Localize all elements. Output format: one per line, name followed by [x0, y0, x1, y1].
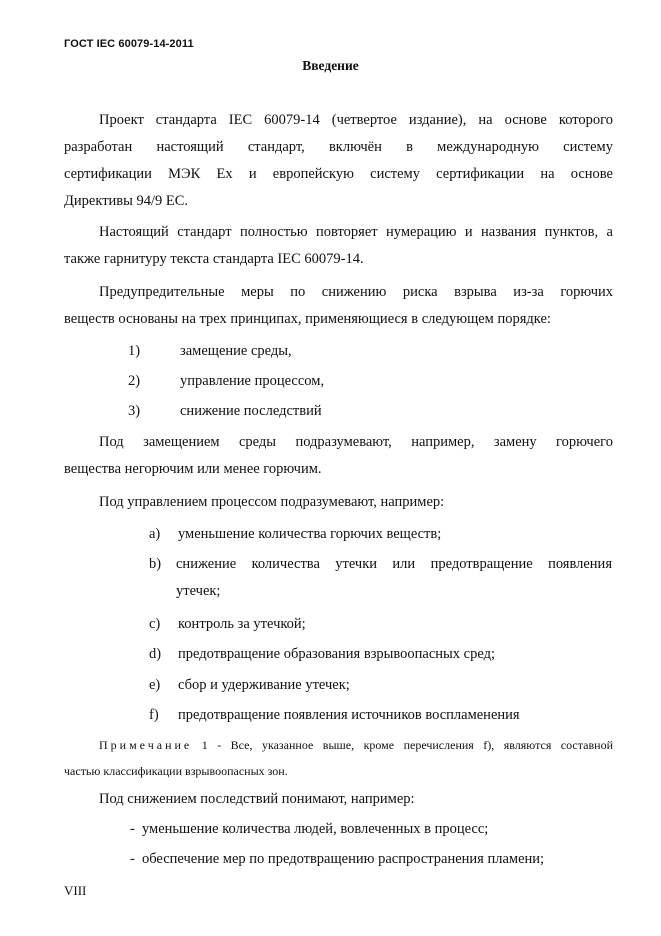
list-item: снижение последствий: [180, 403, 322, 419]
list-item-continuation: утечек;: [176, 583, 221, 599]
list-letter: e): [149, 677, 161, 693]
list-letter: f): [149, 707, 159, 723]
list-number: 2): [128, 373, 141, 389]
section-title: Введение: [302, 58, 359, 73]
text-line: сертификации МЭК Ex и европейскую систему сертификации на основе: [64, 166, 613, 182]
text-line: Под замещением среды подразумевают, например, замену горючего: [99, 434, 613, 450]
list-number: 3): [128, 403, 141, 419]
note-line: частью классификации взрывоопасных зон.: [64, 764, 288, 778]
paragraph-numbering: [64, 219, 613, 273]
paragraph-substitution: [64, 429, 613, 483]
list-item: уменьшение количества людей, вовлеченных в процесс;: [142, 821, 489, 837]
list-item: сбор и удерживание утечек;: [178, 677, 350, 693]
text-line: вещества негорючим или менее горючим.: [64, 461, 322, 477]
note-text: 1 - Все, указанное выше, кроме перечисления f), являются составной: [192, 738, 613, 752]
text-line: также гарнитуру текста стандарта IEC 60079-14.: [64, 251, 364, 267]
list-item: замещение среды,: [180, 343, 292, 359]
list-letter: c): [149, 616, 161, 632]
list-item: снижение количества утечки или предотвращение появления: [176, 556, 612, 572]
note-label: Примечание: [99, 738, 193, 752]
list-item: обеспечение мер по предотвращению распространения пламени;: [142, 851, 545, 867]
list-letter: d): [149, 646, 162, 662]
text-line: Предупредительные меры по снижению риска взрыва из-за горючих: [99, 284, 613, 300]
text-line: разработан настоящий стандарт, включён в международную систему: [64, 139, 613, 155]
list-item: контроль за утечкой;: [178, 616, 306, 632]
paragraph-process: Под управлением процессом подразумевают, например:: [99, 494, 445, 510]
list-item: предотвращение образования взрывоопасных сред;: [178, 646, 496, 662]
list-letter: а): [149, 526, 161, 542]
page-number: VIII: [64, 883, 87, 898]
paragraph-consequences: Под снижением последствий понимают, например:: [99, 791, 415, 807]
list-item: управление процессом,: [180, 373, 325, 389]
list-dash: -: [130, 821, 135, 837]
list-dash: -: [130, 851, 135, 867]
note-line: [64, 732, 613, 758]
text-line: веществ основаны на трех принципах, применяющиеся в следующем порядке:: [64, 311, 551, 327]
list-number: 1): [128, 343, 141, 359]
list-letter: b): [149, 556, 162, 572]
paragraph-principles: [64, 279, 613, 333]
document-header: ГОСТ IEC 60079-14-2011: [64, 38, 194, 50]
paragraph-intro: [64, 107, 613, 215]
note-block: [64, 732, 613, 784]
text-line: Настоящий стандарт полностью повторяет нумерацию и названия пунктов, а: [99, 224, 613, 240]
text-line: Директивы 94/9 ЕС.: [64, 193, 189, 209]
list-item: уменьшение количества горючих веществ;: [178, 526, 442, 542]
list-item: предотвращение появления источников воспламенения: [178, 707, 520, 723]
text-line: Проект стандарта IEC 60079-14 (четвертое издание), на основе которого: [99, 112, 613, 128]
